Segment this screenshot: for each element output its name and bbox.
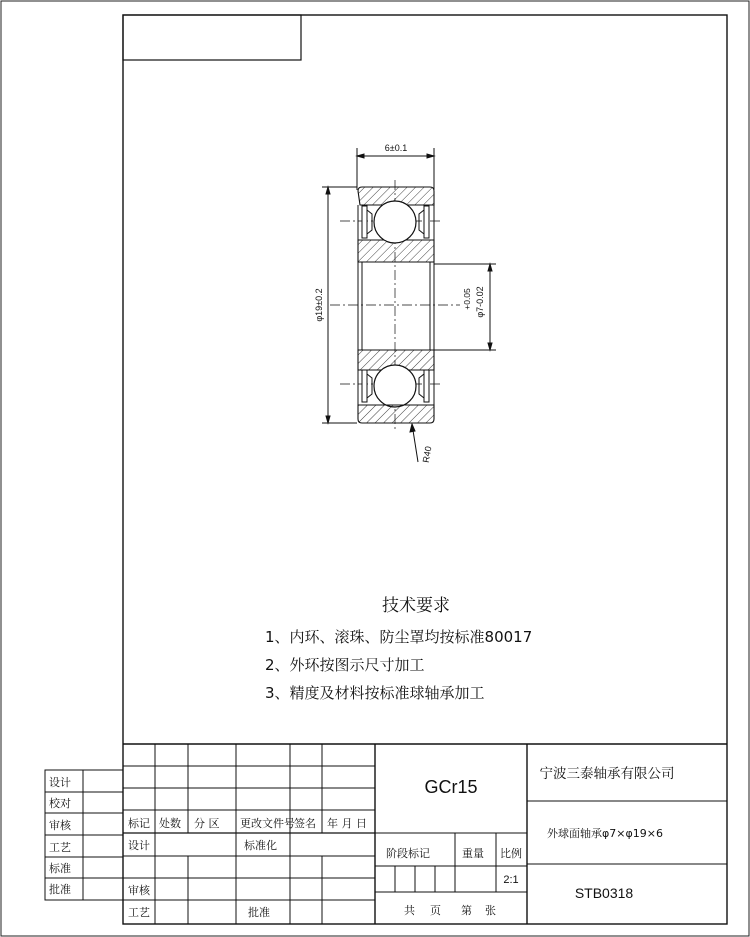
left-label-review: 审核: [49, 819, 71, 832]
label-approve: 批准: [248, 906, 270, 919]
label-total: 共: [404, 904, 415, 917]
label-sign: 签名: [294, 817, 316, 830]
label-scale: 比例: [500, 847, 522, 860]
scale-value: 2:1: [503, 874, 519, 886]
left-label-standard: 标准: [49, 862, 71, 875]
drawing-number: STB0318: [574, 885, 634, 901]
bore-dim-label: φ7-0.02: [475, 286, 485, 318]
outer-diameter-label: φ19±0.2: [314, 288, 324, 322]
label-date: 年 月 日: [327, 817, 367, 830]
label-mark: 标记: [128, 817, 150, 830]
label-count: 处数: [159, 817, 181, 830]
label-stage-mark: 阶段标记: [386, 847, 430, 860]
left-label-check: 校对: [49, 797, 71, 810]
label-design: 设计: [128, 839, 150, 852]
radius-label: R40: [420, 445, 434, 464]
label-standardize: 标准化: [244, 839, 277, 852]
left-label-process: 工艺: [49, 841, 71, 854]
label-weight: 重量: [462, 847, 484, 860]
company-name: 宁波三泰轴承有限公司: [539, 766, 675, 782]
label-page: 页: [430, 904, 441, 917]
label-sheet-unit: 张: [485, 904, 496, 917]
code-box: [123, 15, 301, 60]
tech-requirement-2: 2、外环按图示尺寸加工: [265, 656, 425, 674]
bore-tol-label: +0.05: [462, 288, 472, 310]
tech-requirement-1: 1、内环、滚珠、防尘罩均按标准80017: [265, 628, 533, 646]
label-zone: 分 区: [194, 817, 220, 830]
tech-requirements-title: 技术要求: [382, 596, 450, 616]
label-sheet: 第: [461, 904, 472, 917]
left-signature-column: [45, 770, 123, 900]
label-change-doc: 更改文件号: [240, 817, 295, 830]
label-process: 工艺: [128, 906, 150, 919]
part-name: 外球面轴承φ7×φ19×6: [547, 827, 663, 840]
material-label: GCr15: [424, 777, 478, 797]
left-label-approve: 批准: [49, 883, 71, 896]
label-review: 审核: [128, 884, 150, 897]
tech-requirement-3: 3、精度及材料按标准球轴承加工: [265, 684, 485, 702]
width-dim-label: 6±0.1: [384, 143, 408, 153]
left-label-design: 设计: [49, 776, 71, 789]
